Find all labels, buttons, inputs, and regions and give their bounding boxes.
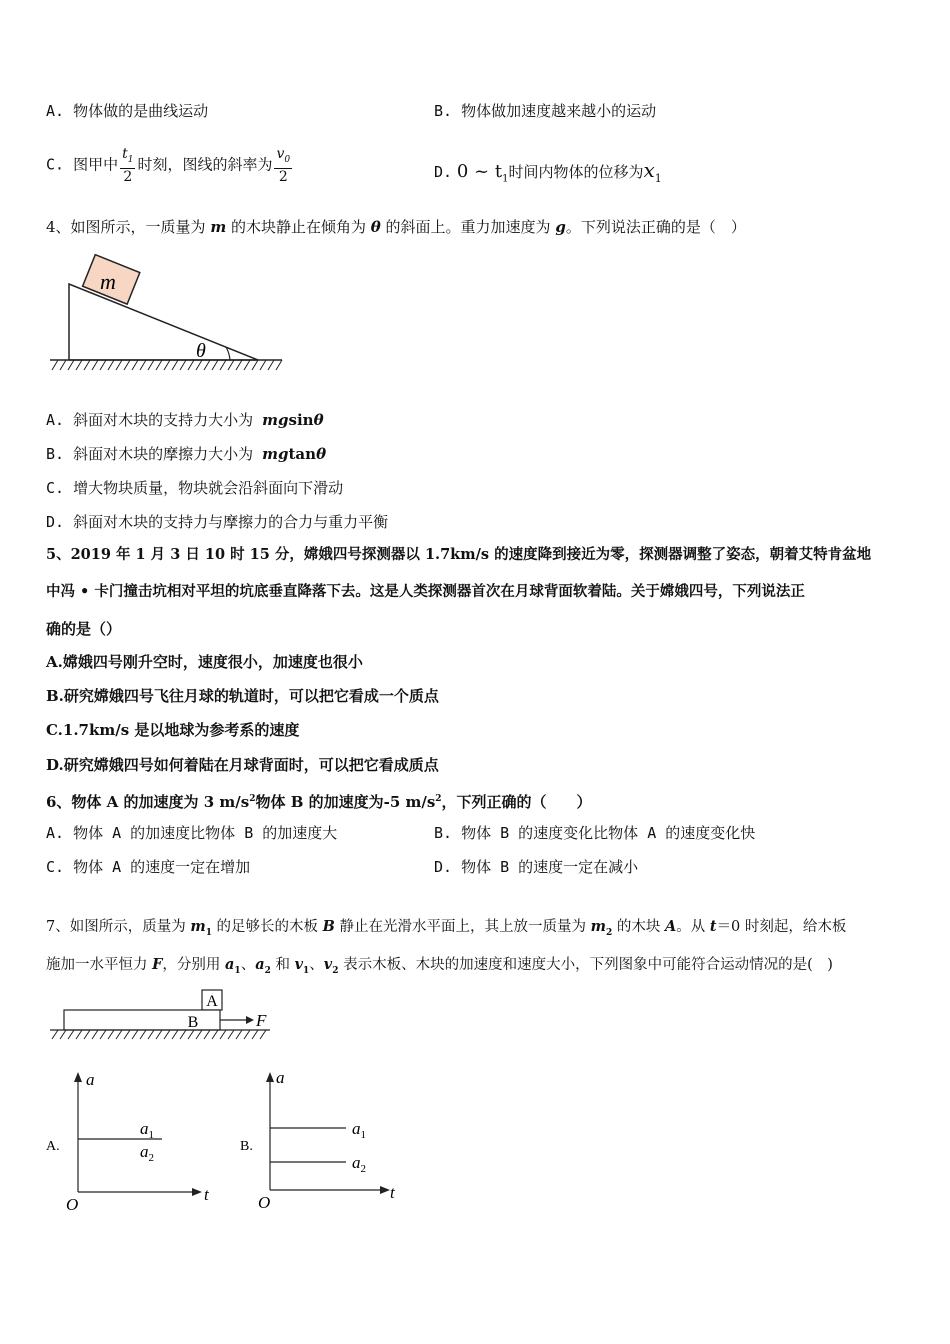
q7-stem-part: ，分别用 — [162, 957, 226, 973]
q5-stem-text: 5、2019 年 1 月 3 日 10 时 15 分，嫦娥四号探测器以 1.7km/s 的速度降到接近为零，探测器调整了姿态，朝着艾特肯盆地 — [46, 546, 872, 563]
q4-option-d-text: D. 斜面对木块的支持力与摩擦力的合力与重力平衡 — [46, 513, 389, 531]
q4-stem-part: 4、如图所示，一质量为 — [46, 218, 211, 236]
q7-stem-part: 和 — [270, 957, 295, 973]
q4-stem-part: 。下列说法正确的是（ ） — [565, 218, 746, 236]
q7-stem-part: 的足够长的木板 — [211, 919, 323, 935]
disp-sub: 1 — [654, 172, 662, 185]
q7-stem-var: a — [225, 956, 235, 973]
formula-func: sin — [288, 411, 314, 429]
formula-var: mg — [262, 411, 289, 429]
q6-option-c-text: C. 物体 A 的速度一定在增加 — [46, 858, 251, 876]
q5-option-d-text: D.研究嫦娥四号如何着陆在月球背面时，可以把它看成质点 — [46, 756, 439, 774]
q5-option-d — [46, 755, 439, 775]
q3-option-c-prefix: C. 图甲中 — [46, 155, 119, 174]
q7-stem-sub: 2 — [264, 965, 271, 976]
q7-stem-line2 — [46, 955, 833, 981]
q4-stem-mass: m — [210, 218, 227, 236]
q5-option-a — [46, 652, 363, 672]
q5-option-b — [46, 686, 439, 706]
q6-option-d-text: D. 物体 B 的速度一定在减小 — [434, 858, 639, 876]
q7-stem-part: 施加一水平恒力 — [46, 957, 153, 973]
frac-den: 2 — [123, 168, 133, 185]
q7-stem-var: v — [294, 956, 304, 973]
formula-angle: θ — [316, 445, 327, 463]
q3-option-b-text: B. 物体做加速度越来越小的运动 — [434, 102, 657, 120]
q7-stem-part: 的木块 — [612, 919, 665, 935]
q4-option-a-text: A. 斜面对木块的支持力大小为 — [46, 411, 263, 429]
graph-b-y-arrow — [266, 1072, 274, 1082]
graph-b-label-a2: $a_2$ — [352, 1153, 366, 1175]
q4-stem-part: 的木块静止在倾角为 — [226, 218, 371, 236]
q7-stem-part: 。从 — [676, 919, 710, 935]
q6-stem-part: ，下列正确的（ ） — [441, 793, 592, 811]
ground-hatching — [50, 360, 282, 370]
graph-b-label-a1: $a_1$ — [352, 1119, 366, 1141]
q3-option-c — [46, 146, 294, 185]
q3-option-d-range — [456, 161, 509, 185]
graph-b-y-label: a — [276, 1068, 285, 1087]
q4-incline-figure — [46, 253, 286, 375]
q6-stem-sup: 2 — [249, 794, 256, 804]
q7-stem-sub: 1 — [205, 927, 212, 938]
frac-num: v — [276, 146, 285, 162]
graph-b-option-label: B. — [240, 1139, 253, 1154]
graph-a-y-arrow — [74, 1072, 82, 1082]
q5-stem-text: 中冯 • 卡门撞击坑相对平坦的坑底垂直降落下去。这是人类探测器首次在月球背面软着陆。关于嫦娥四号，下列说法正 — [46, 583, 805, 600]
q6-option-a — [46, 823, 337, 843]
q3-option-c-fraction-v0 — [274, 146, 292, 185]
q7-stem-sub: 1 — [303, 965, 310, 976]
incline-wedge — [69, 284, 258, 360]
q4-option-b-text: B. 斜面对木块的摩擦力大小为 — [46, 445, 263, 463]
range-text: 0 ~ t — [456, 161, 503, 182]
q7-board-block-figure — [46, 986, 276, 1044]
disp-x: x — [643, 158, 655, 182]
q7-stem-var: A — [664, 918, 677, 935]
q6-stem — [46, 789, 592, 812]
q7-stem-var: F — [152, 956, 163, 973]
graph-a-label-a2: $a_2$ — [140, 1142, 154, 1164]
graph-a-x-arrow — [192, 1188, 202, 1196]
graph-a-x-label: t — [204, 1185, 209, 1204]
graph-a-option-label: A. — [46, 1139, 60, 1154]
q7-stem-var: t — [709, 918, 717, 935]
q3-option-a — [46, 101, 208, 121]
q3-option-c-fraction-t1 — [120, 146, 135, 185]
q7-stem-var: v — [323, 956, 333, 973]
force-label: F — [256, 1011, 267, 1030]
q5-option-c-text: C.1.7km/s 是以地球为参考系的速度 — [46, 721, 300, 739]
graph-a-label-a1: $a_1$ — [140, 1119, 154, 1141]
board-b-label: B — [187, 1014, 199, 1031]
frac-num-sub: 1 — [127, 154, 134, 165]
q3-option-a-text: A. 物体做的是曲线运动 — [46, 102, 209, 120]
q5-option-b-text: B.研究嫦娥四号飞往月球的轨道时，可以把它看成一个质点 — [46, 687, 439, 705]
frac-num-sub: 0 — [284, 154, 291, 165]
q3-option-d — [434, 156, 662, 194]
q6-option-d — [434, 857, 638, 877]
q6-option-a-text: A. 物体 A 的加速度比物体 B 的加速度大 — [46, 824, 338, 842]
q7-graph-b — [234, 1064, 414, 1216]
q5-option-c — [46, 720, 299, 740]
q7-stem-var: m — [190, 918, 206, 935]
q5-stem-line1 — [46, 545, 871, 565]
q6-stem-part: 物体 B 的加速度为-5 m/s — [255, 793, 436, 811]
q4-stem-part: 的斜面上。重力加速度为 — [380, 218, 556, 236]
q3-option-d-displacement — [643, 158, 662, 185]
q7-stem-var: a — [255, 956, 265, 973]
q4-stem-angle: θ — [370, 218, 381, 236]
q6-stem-part: 6、物体 A 的加速度为 3 m/s — [46, 793, 250, 811]
q7-stem-var: B — [322, 918, 335, 935]
graph-a-y-label: a — [86, 1070, 95, 1089]
q7-stem-part: ＝0 时刻起，给木板 — [716, 919, 847, 935]
q6-option-c — [46, 857, 250, 877]
q5-stem-line2 — [46, 582, 805, 602]
q4-stem — [46, 217, 746, 237]
q3-option-c-middle: 时刻，图线的斜率为 — [137, 155, 273, 174]
q5-stem-line3 — [46, 619, 121, 639]
q7-stem-part: 、 — [240, 957, 256, 973]
q6-option-b-text: B. 物体 B 的速度变化比物体 A 的速度变化快 — [434, 824, 756, 842]
q7-stem-sub: 1 — [234, 965, 241, 976]
q5-stem-text: 确的是（） — [46, 620, 122, 638]
q7-stem-part: 静止在光滑水平面上，其上放一质量为 — [334, 919, 591, 935]
q3-option-b — [434, 101, 656, 121]
q3-option-d-prefix: D. — [434, 163, 453, 181]
q4-stem-gravity: g — [555, 218, 566, 236]
q4-option-c — [46, 478, 343, 498]
graph-a-origin: O — [66, 1195, 79, 1214]
q6-stem-sup: 2 — [435, 794, 442, 804]
graph-b-x-arrow — [380, 1186, 390, 1194]
formula-var: mg — [262, 445, 289, 463]
q7-stem-line1 — [46, 917, 846, 943]
range-sub: 1 — [502, 173, 509, 185]
q5-option-a-text: A.嫦娥四号刚升空时，速度很小，加速度也很小 — [46, 653, 363, 671]
q7-stem-part: 、 — [309, 957, 324, 973]
q4-option-a — [46, 410, 324, 430]
block-a-label: A — [206, 993, 218, 1010]
frac-den: 2 — [278, 168, 288, 185]
q7-stem-sub: 2 — [606, 927, 613, 938]
q7-stem-part: 表示木板、木块的加速度和速度大小，下列图象中可能符合运动情况的是( ) — [338, 957, 833, 973]
q4-option-d — [46, 512, 388, 532]
formula-func: tan — [288, 445, 317, 463]
q6-option-b — [434, 823, 755, 843]
angle-label: θ — [196, 340, 206, 362]
q7-graph-a — [40, 1064, 220, 1216]
graph-b-origin: O — [258, 1193, 271, 1212]
q7-stem-var: m — [590, 918, 606, 935]
frac-num: t — [122, 146, 128, 162]
q4-option-b — [46, 444, 326, 464]
q4-option-c-text: C. 增大物块质量，物块就会沿斜面向下滑动 — [46, 479, 344, 497]
q7-stem-part: 7、如图所示，质量为 — [46, 919, 191, 935]
ground-hatching — [52, 1030, 266, 1039]
force-arrowhead — [246, 1016, 254, 1024]
block-mass-label: m — [100, 269, 116, 294]
graph-b-x-label: t — [390, 1183, 395, 1202]
q7-stem-sub: 2 — [332, 965, 339, 976]
formula-angle: θ — [313, 411, 324, 429]
q3-option-d-middle: 时间内物体的位移为 — [508, 163, 644, 181]
